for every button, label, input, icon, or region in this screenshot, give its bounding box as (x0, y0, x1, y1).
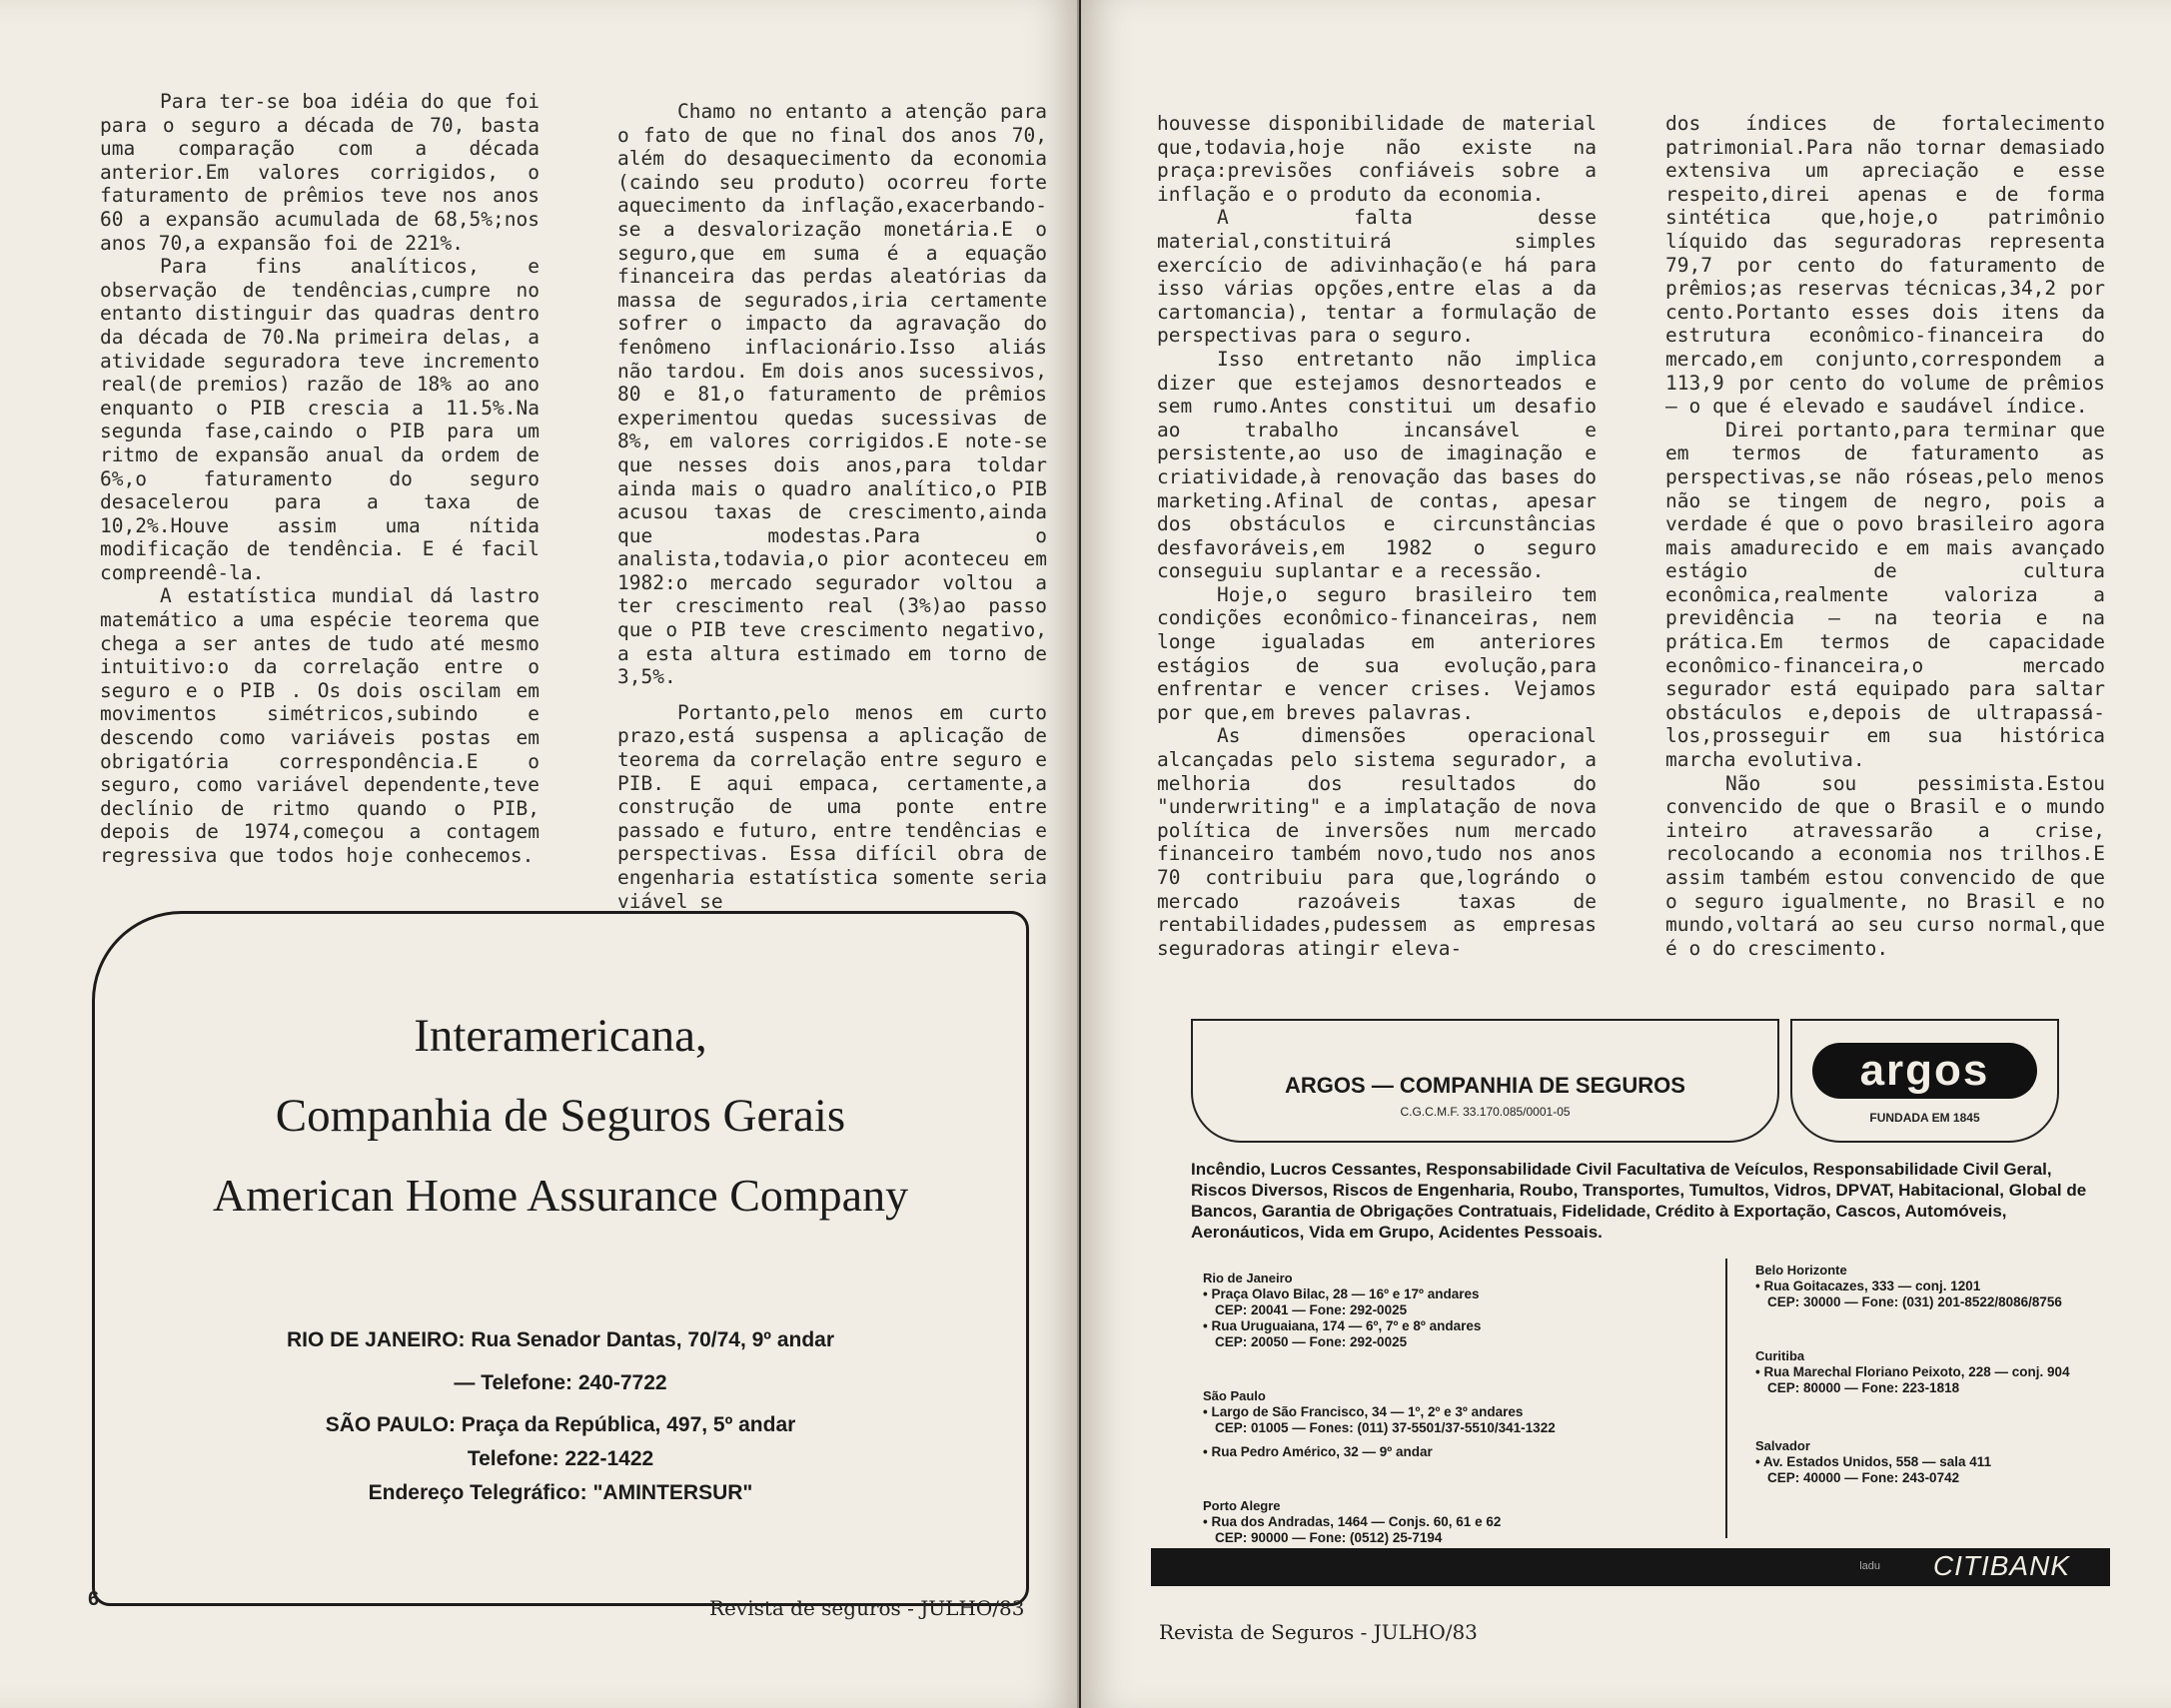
ad-line-2: Companhia de Seguros Gerais (275, 1090, 846, 1142)
argos-logo: argos (1812, 1043, 2037, 1099)
page-number: 6 (88, 1588, 100, 1610)
office-line: • Rua dos Andradas, 1464 — Conjs. 60, 61 e 62 (1203, 1514, 1502, 1529)
paragraph: Direi portanto,para terminar que em termos de faturamento as perspectivas,se não róseas,pelo menos não se tingem de negro, pois a verdade é que o povo brasileiro agora mais amadurecido e em mais avançado estágio de cultura econômica,realmente valoriza a previdência — na teoria e na prática.Em termos de capacidade econômico-financeira,o mercado segurador está equipado para saltar obstáculos e,depois de ultrapassá-los,prosseguir em sua histórica marcha evolutiva. (1665, 418, 2105, 772)
office-line: • Rua Marechal Floriano Peixoto, 228 — conj. 904 (1755, 1364, 2070, 1379)
office-line: CEP: 20041 — Fone: 292-0025 (1215, 1302, 1408, 1317)
office-city: Porto Alegre (1203, 1498, 1281, 1513)
insurance-lines: Incêndio, Lucros Cessantes, Responsabilidade Civil Facultativa de Veículos, Responsabilidade Civil Geral, Riscos Diversos, Riscos de Engenharia, Roubo, Transportes, Tumultos, Vidros, DPVAT, Habitacional, Global de Bancos, Garantia de Obrigações Contratuais, Fidelidade, Crédito à Exportação, Cascos, Automóveis, Aeronáuticos, Vida em Grupo, Acidentes Pessoais. (1191, 1160, 2087, 1242)
office-salvador (1755, 1438, 1991, 1486)
argos-company-name: ARGOS — COMPANHIA DE SEGUROS (1285, 1073, 1685, 1098)
office-line: CEP: 90000 — Fone: (0512) 25-7194 (1215, 1530, 1443, 1545)
office-city: Curitiba (1755, 1348, 1805, 1363)
office-line: CEP: 20050 — Fone: 292-0025 (1215, 1334, 1408, 1349)
paragraph: Isso entretanto não implica dizer que estejamos desnorteados e sem rumo.Antes constitui um desafio ao trabalho incansável e persistente,ao uso de imaginação e criatividade,à renovação das bases do marketing.Afinal de contas, apesar dos obstáculos e circunstâncias desfavoráveis,em 1982 o seguro conseguiu suplantar e a recessão. (1157, 347, 1597, 583)
argos-cgc: C.G.C.M.F. 33.170.085/0001-05 (1400, 1105, 1571, 1119)
right-footer: Revista de Seguros - JULHO/83 (1159, 1620, 1478, 1644)
paragraph: A estatística mundial dá lastro matemático a uma espécie teorema que chega a ser antes de tudo até mesmo intuitivo:o da correlação entre o seguro e o PIB . Os dois oscilam em movimentos simétricos,subindo e descendo como variáveis postas em obrigatória correspondência.E o seguro, como variável dependente,teve declínio de ritmo quando o PIB, depois de 1974,começou a contagem regressiva que todos hoje conhecemos. (100, 584, 540, 867)
office-porto-alegre (1203, 1498, 1501, 1546)
argos-name-box (1191, 1019, 1779, 1143)
office-line: CEP: 01005 — Fones: (011) 37-5501/37-5510/341-1322 (1215, 1420, 1556, 1435)
paragraph: Para fins analíticos, e observação de tendências,cumpre no entanto distinguir das quadras dentro da década de 70.Na primeira delas, a atividade seguradora teve incremento real(de premios) razão de 18% ao ano enquanto o PIB crescia a 11.5%.Na segunda fase,caindo o PIB para um ritmo de expansão anual da ordem de 6%,o faturamento do seguro desacelerou para a taxa de 10,2%.Houve assim uma nítida modificação de tendência. E é facil compreendê-la. (100, 255, 540, 584)
office-city: Salvador (1755, 1438, 1810, 1453)
office-rio (1203, 1271, 1481, 1350)
right-column-2 (1665, 112, 2105, 960)
office-line: CEP: 30000 — Fone: (031) 201-8522/8086/8756 (1767, 1294, 2062, 1309)
office-divider (1725, 1259, 1727, 1538)
rio-phone: — Telefone: 240-7722 (454, 1371, 667, 1394)
office-belo-horizonte (1755, 1263, 2062, 1310)
paragraph: Para ter-se boa idéia do que foi para o seguro a década de 70, basta uma comparação com a década anterior.Em valores corrigidos, o faturamento de prêmios teve nos anos 60 a expansão acumulada de 68,5%;nos anos 70,a expansão foi de 221%. (100, 90, 540, 255)
paragraph: Chamo no entanto a atenção para o fato de que no final dos anos 70, além do desaquecimento da economia (caindo seu produto) ocorreu forte aquecimento da inflação,exacerbando-se a desvalorização monetária.E o seguro,que em suma é a equação financeira das perdas aleatórias da massa de segurados,iria certamente sofrer o impacto da agravação do fenômeno inflacionário.Isso aliás não tardou. Em dois anos sucessivos, 80 e 81,o faturamento de prêmios experimentou quedas sucessivas de 8%, em valores corrigidos.E note-se que nesses dois anos,para toldar ainda mais o quadro analítico,o PIB acusou taxas de crescimento,ainda que modestas.Para o analista,todavia,o pior aconteceu em 1982:o mercado segurador voltou a ter crescimento real (3%)ao passo que o PIB teve crescimento negativo, a esta altura estimado em torno de 3,5%. (617, 100, 1047, 689)
sp-phone: Telefone: 222-1422 (467, 1447, 654, 1470)
paragraph: Portanto,pelo menos em curto prazo,está suspensa a aplicação de teorema da correlação entre seguro e PIB. E aqui empaca, certamente,a construção de uma ponte entre passado e futuro, entre tendências e perspectivas. Essa difícil obra de engenharia estatística somente seria viável se (617, 700, 1047, 913)
right-column-1 (1157, 112, 1597, 960)
office-line: CEP: 80000 — Fone: 223-1818 (1767, 1380, 1960, 1395)
office-line: • Praça Olavo Bilac, 28 — 16º e 17º andares (1203, 1286, 1480, 1301)
office-sao-paulo (1203, 1388, 1556, 1460)
left-page (0, 0, 1079, 1708)
paragraph: dos índices de fortalecimento patrimonial.Para não tornar demasiado extensiva um apreciação e esse respeito,direi apenas e de forma sintética que,hoje,o patrimônio líquido das seguradoras representa 79,7 por cento do faturamento de prêmios;as reservas técnicas,34,2 por cento.Portanto esses dois itens da estrutura econômico-financeira do mercado,em conjunto,correspondem a 113,9 por cento do volume de prêmios — o que é elevado e saudável índice. (1665, 112, 2105, 419)
left-column-1 (100, 90, 540, 868)
paragraph: Hoje,o seguro brasileiro tem condições econômico-financeiras, nem longe igualadas em anteriores estágios de sua evolução,para enfrentar e vencer crises. Vejamos por que,em breves palavras. (1157, 582, 1597, 724)
interamericana-ad (92, 911, 1029, 1606)
argos-founded: FUNDADA EM 1845 (1869, 1111, 1980, 1125)
paragraph: As dimensões operacional alcançadas pelo sistema segurador, a melhoria dos resultados do "underwriting" e a implatação de nova política de inversões num mercado financeiro também novo,tudo nos anos 70 contribuiu para que,lográndo o mercado razoáveis taxas de rentabilidades,pudessem as empresas seguradoras atingir eleva- (1157, 724, 1597, 960)
office-city: São Paulo (1203, 1388, 1266, 1403)
ad-line-1: Interamericana, (414, 1010, 707, 1062)
paragraph: houvesse disponibilidade de material que,todavia,hoje não existe na praça:previsões confiáveis sobre a inflação e o produto da economia. (1157, 112, 1597, 206)
office-curitiba (1755, 1348, 2070, 1396)
office-line: • Rua Uruguaiana, 174 — 6º, 7º e 8º andares (1203, 1318, 1482, 1333)
office-line: • Rua Goitacazes, 333 — conj. 1201 (1755, 1279, 1981, 1293)
office-line: • Rua Pedro Américo, 32 — 9º andar (1203, 1444, 1433, 1459)
citibank-logo: CITIBANK (1932, 1550, 2070, 1581)
citibank-small-text: ladu (1859, 1560, 1880, 1572)
office-city: Rio de Janeiro (1203, 1271, 1293, 1285)
telegraph-address: Endereço Telegráfico: "AMINTERSUR" (368, 1481, 753, 1504)
office-line: CEP: 40000 — Fone: 243-0742 (1767, 1470, 1960, 1485)
office-city: Belo Horizonte (1755, 1263, 1847, 1278)
argos-ad (1151, 1009, 2110, 1658)
paragraph: Não sou pessimista.Estou convencido de que o Brasil e o mundo inteiro atravessarão a crise, recolocando a economia nos trilhos.E assim também estou convencido de que o seguro igualmente, no Brasil e no mundo,voltará ao seu curso normal,que é o do crescimento. (1665, 771, 2105, 960)
paragraph: A falta desse material,constituirá simples exercício de adivinhação(e há para isso várias opções,entre elas a da cartomancia), tentar a formulação de perspectivas para o seguro. (1157, 206, 1597, 348)
left-column-2 (617, 100, 1047, 913)
left-footer: Revista de seguros - JULHO/83 (709, 1596, 1025, 1620)
argos-logo-box (1790, 1019, 2059, 1143)
citibank-bar (1151, 1548, 2110, 1586)
office-line: • Largo de São Francisco, 34 — 1º, 2º e 3º andares (1203, 1404, 1524, 1419)
office-line: • Av. Estados Unidos, 558 — sala 411 (1755, 1454, 1992, 1469)
right-page (1081, 0, 2171, 1708)
sp-address: SÃO PAULO: Praça da República, 497, 5º andar (325, 1413, 796, 1436)
ad-line-3: American Home Assurance Company (212, 1170, 909, 1221)
rio-address: RIO DE JANEIRO: Rua Senador Dantas, 70/74, 9º andar (287, 1328, 834, 1351)
